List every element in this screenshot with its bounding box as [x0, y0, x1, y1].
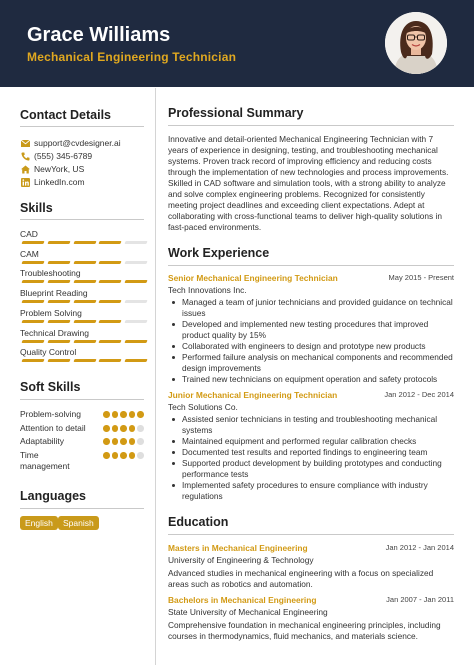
- profile-photo-portrait: [385, 12, 447, 74]
- rating-dot-filled: [112, 425, 119, 432]
- job-1-title: Senior Mechanical Engineering Technician: [168, 273, 338, 283]
- skill-segment-filled: [47, 359, 70, 362]
- job-2-date: Jan 2012 - Dec 2014: [384, 390, 454, 399]
- candidate-name: Grace Williams: [27, 24, 171, 46]
- education-1-school: University of Engineering & Technology: [168, 555, 314, 565]
- skill-segment-filled: [73, 280, 96, 283]
- soft-skill-name: Problem-solving: [20, 409, 81, 419]
- soft-skills-section-rule: [20, 399, 144, 400]
- job-1-date: May 2015 - Present: [388, 273, 454, 282]
- job-2-company: Tech Solutions Co.: [168, 402, 238, 412]
- skill-segment-filled: [73, 320, 96, 323]
- skill-segment-empty: [125, 261, 148, 264]
- job-1-company: Tech Innovations Inc.: [168, 285, 247, 295]
- home-icon: [20, 165, 30, 174]
- language-badge-spanish: Spanish: [58, 516, 99, 530]
- job-2-title: Junior Mechanical Engineering Technician: [168, 390, 338, 400]
- candidate-role: Mechanical Engineering Technician: [27, 50, 237, 64]
- rating-dot-filled: [120, 425, 127, 432]
- contact-location-text: NewYork, US: [34, 164, 85, 174]
- rating-dot-empty: [137, 438, 144, 445]
- education-2-degree: Bachelors in Mechanical Engineering: [168, 595, 317, 605]
- skill-name: CAM: [20, 248, 39, 259]
- languages-section-title: Languages: [20, 489, 86, 503]
- skill-segment-filled: [99, 320, 122, 323]
- skill-segment-filled: [21, 280, 44, 283]
- rating-dot-filled: [137, 411, 144, 418]
- rating-dot-filled: [129, 425, 136, 432]
- skill-level-bar: [20, 280, 144, 283]
- summary-section-title: Professional Summary: [168, 106, 304, 120]
- skill-segment-filled: [125, 340, 148, 343]
- skill-level-bar: [20, 359, 144, 362]
- skill-segment-filled: [47, 261, 70, 264]
- rating-dot-filled: [129, 438, 136, 445]
- rating-dot-filled: [112, 452, 119, 459]
- summary-section-rule: [168, 125, 454, 126]
- skill-segment-filled: [125, 280, 148, 283]
- job-2-bullet-4: Supported product development by building prototypes and conducting performance tests: [168, 458, 454, 480]
- education-2-school: State University of Mechanical Engineering: [168, 607, 328, 617]
- rating-dot-empty: [137, 425, 144, 432]
- skill-level-bar: [20, 320, 144, 323]
- skill-segment-filled: [73, 261, 96, 264]
- education-1-degree: Masters in Mechanical Engineering: [168, 543, 308, 553]
- job-2-bullet-2: Maintained equipment and performed regular calibration checks: [168, 436, 454, 447]
- skill-segment-filled: [99, 241, 122, 244]
- job-2-bullets: [168, 414, 454, 502]
- contact-email[interactable]: [20, 137, 121, 149]
- skill-name: Problem Solving: [20, 307, 82, 318]
- resume-header: [0, 0, 474, 87]
- skill-segment-filled: [73, 300, 96, 303]
- job-1-bullet-2: Developed and implemented new testing procedures that improved product quality by 15%: [168, 319, 454, 341]
- job-2-bullet-5: Implemented safety procedures to ensure compliance with industry regulations: [168, 480, 454, 502]
- contact-phone[interactable]: [20, 150, 92, 162]
- skill-segment-filled: [99, 359, 122, 362]
- rating-dot-filled: [112, 438, 119, 445]
- skill-segment-filled: [125, 359, 148, 362]
- soft-skill-name: Adaptability: [20, 436, 64, 446]
- column-divider: [155, 88, 156, 665]
- linkedin-icon: [20, 178, 30, 187]
- education-1-description: Advanced studies in mechanical engineering with a focus on specialized areas such as robotics and automation.: [168, 568, 434, 589]
- skill-segment-filled: [73, 340, 96, 343]
- rating-dot-filled: [120, 452, 127, 459]
- skill-segment-filled: [21, 241, 44, 244]
- rating-dot-filled: [129, 411, 136, 418]
- soft-skill-name: Time management: [20, 450, 70, 471]
- language-badge-english: English: [20, 516, 58, 530]
- contact-location: [20, 163, 84, 175]
- skill-segment-filled: [47, 300, 70, 303]
- skill-name: Troubleshooting: [20, 268, 81, 279]
- job-1-bullet-4: Performed failure analysis on mechanical components and recommended design improvements: [168, 352, 454, 374]
- rating-dot-filled: [103, 411, 110, 418]
- rating-dot-filled: [120, 438, 127, 445]
- skill-segment-filled: [21, 320, 44, 323]
- languages-section-rule: [20, 508, 144, 509]
- summary-text: Innovative and detail-oriented Mechanical Engineering Technician with 7 years of experience in designing, testing, and troubleshooting mechanical systems. Proven track record of improving efficiency and reducing costs through the implementation of new technologies and process improvements. Skilled in CAD software and simulation tools, with a strong ability to analyze and solve complex engineering problems. Recognized for consistently meeting project deadlines and exceeding client expectations. Adept at collaborating with cross-functional teams to deliver high-quality solutions in fast-paced environments.: [168, 134, 449, 232]
- job-1-bullet-5: Trained new technicians on equipment operation and safety protocols: [168, 374, 454, 385]
- skill-segment-filled: [73, 359, 96, 362]
- skills-section-rule: [20, 219, 144, 220]
- job-1-bullet-1: Managed a team of junior technicians and provided guidance on technical issues: [168, 297, 454, 319]
- skill-name: CAD: [20, 229, 38, 239]
- contact-linkedin[interactable]: [20, 176, 85, 188]
- contact-section-title: Contact Details: [20, 108, 111, 122]
- skill-segment-filled: [21, 359, 44, 362]
- rating-dot-filled: [129, 452, 136, 459]
- education-section-title: Education: [168, 515, 229, 529]
- contact-email-text: support@cvdesigner.ai: [34, 138, 121, 148]
- phone-icon: [20, 152, 30, 161]
- education-2-date: Jan 2007 - Jan 2011: [386, 595, 454, 604]
- skill-segment-filled: [99, 340, 122, 343]
- skill-segment-filled: [21, 300, 44, 303]
- contact-section-rule: [20, 126, 144, 127]
- job-2-bullet-3: Documented test results and reported findings to engineering team: [168, 447, 454, 458]
- experience-section-title: Work Experience: [168, 246, 270, 260]
- skill-level-bar: [20, 340, 144, 343]
- skill-segment-filled: [47, 241, 70, 244]
- skill-segment-filled: [21, 261, 44, 264]
- skill-level-bar: [20, 300, 144, 303]
- skill-segment-filled: [47, 320, 70, 323]
- skill-segment-empty: [125, 300, 148, 303]
- education-1-date: Jan 2012 - Jan 2014: [385, 543, 454, 552]
- envelope-icon: [20, 139, 30, 148]
- skill-segment-filled: [21, 340, 44, 343]
- skill-level-bar: [20, 261, 144, 264]
- skill-segment-empty: [125, 241, 148, 244]
- rating-dot-filled: [120, 411, 127, 418]
- contact-linkedin-text: LinkedIn.com: [34, 177, 85, 187]
- skill-segment-filled: [47, 280, 70, 283]
- rating-dot-filled: [103, 452, 110, 459]
- skill-level-bar: [20, 241, 144, 244]
- soft-skills-section-title: Soft Skills: [20, 380, 81, 394]
- skill-segment-filled: [99, 300, 122, 303]
- skill-name: Technical Drawing: [20, 327, 89, 338]
- job-2-bullet-1: Assisted senior technicians in testing and troubleshooting mechanical systems: [168, 414, 454, 436]
- skill-name: Blueprint Reading: [20, 288, 88, 299]
- skill-segment-filled: [99, 261, 122, 264]
- rating-dot-empty: [137, 452, 144, 459]
- skill-segment-filled: [73, 241, 96, 244]
- rating-dot-filled: [103, 425, 110, 432]
- contact-phone-text: (555) 345-6789: [34, 151, 93, 161]
- education-section-rule: [168, 534, 454, 535]
- job-1-bullet-3: Collaborated with engineers to design and prototype new products: [168, 341, 454, 352]
- profile-photo: [385, 12, 447, 74]
- rating-dot-filled: [103, 438, 110, 445]
- rating-dot-filled: [112, 411, 119, 418]
- education-2-description: Comprehensive foundation in mechanical engineering principles, including courses in thermodynamics, fluid mechanics, and materials science.: [168, 620, 441, 641]
- skill-segment-empty: [125, 320, 148, 323]
- skill-segment-filled: [99, 280, 122, 283]
- job-1-bullets: [168, 297, 454, 385]
- skills-section-title: Skills: [20, 201, 53, 215]
- skill-name: Quality Control: [20, 347, 77, 358]
- soft-skill-name: Attention to detail: [20, 423, 86, 433]
- skill-segment-filled: [47, 340, 70, 343]
- experience-section-rule: [168, 265, 454, 266]
